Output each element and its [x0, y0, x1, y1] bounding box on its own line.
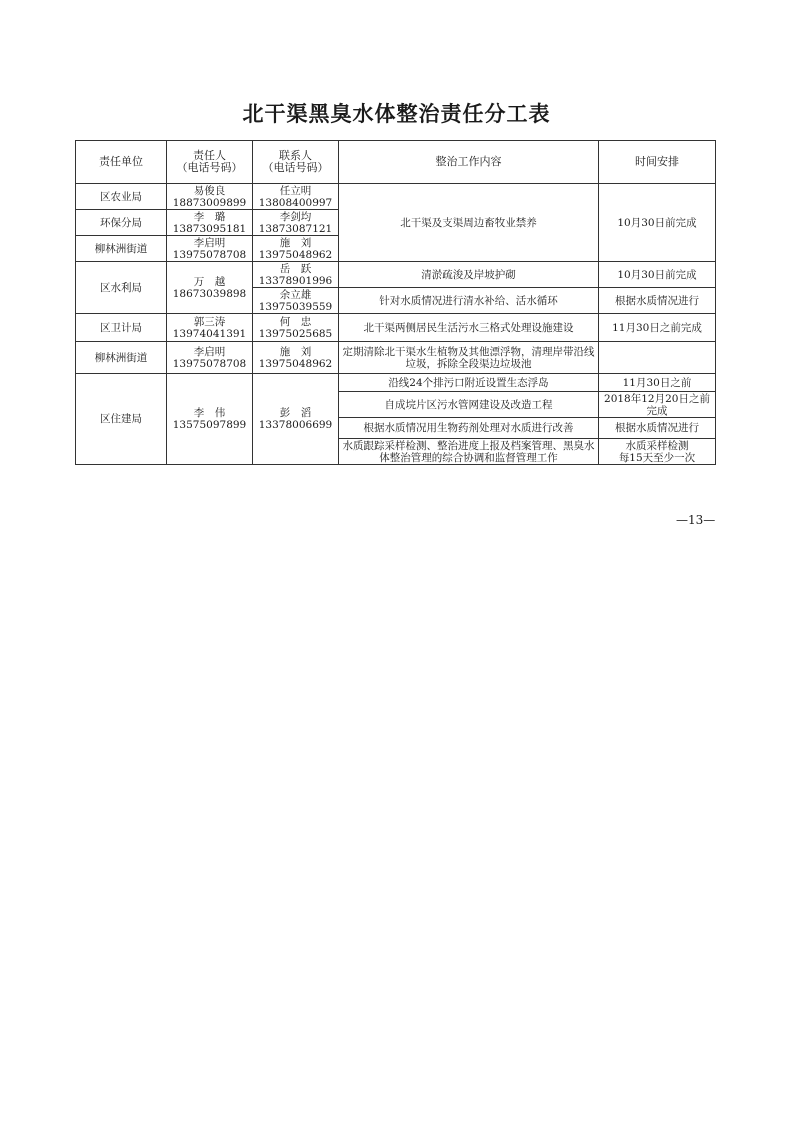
contact-name: 何 忠	[279, 315, 312, 328]
table-row	[76, 262, 716, 288]
table-row	[76, 314, 716, 342]
table-header-row	[76, 141, 716, 184]
schedule-cell: 2018年12月20日之前完成	[599, 392, 716, 418]
responsible-name: 郭三涛	[193, 315, 226, 328]
contact-phone: 13873087121	[258, 222, 333, 235]
responsible-cell	[167, 374, 253, 465]
task-cell: 水质跟踪采样检测、整治进度上报及档案管理、黑臭水体整治管理的综合协调和监督管理工作	[339, 439, 599, 465]
responsible-phone: 13575097899	[172, 419, 247, 431]
contact-phone: 13975039559	[258, 300, 333, 313]
table-row	[76, 342, 716, 374]
contact-name: 李剑均	[279, 210, 312, 223]
header-unit: 责任单位	[76, 141, 167, 184]
task-cell: 沿线24个排污口附近设置生态浮岛	[339, 374, 599, 392]
unit-cell: 区卫计局	[76, 314, 167, 342]
page-number: —13—	[676, 513, 716, 527]
contact-cell	[253, 262, 339, 288]
header-contact-sub: （电话号码）	[262, 161, 329, 174]
unit-cell: 区农业局	[76, 184, 167, 210]
schedule-cell	[599, 342, 716, 374]
task-cell: 根据水质情况用生物药剂处理对水质进行改善	[339, 418, 599, 439]
contact-phone: 13975048962	[258, 248, 333, 261]
contact-name: 施 刘	[279, 345, 312, 358]
unit-cell: 区住建局	[76, 374, 167, 465]
responsible-cell	[167, 314, 253, 342]
contact-cell	[253, 184, 339, 210]
responsible-phone: 18873009899	[172, 196, 247, 209]
task-cell: 北干渠两侧居民生活污水三格式处理设施建设	[339, 314, 599, 342]
unit-cell: 柳林洲街道	[76, 342, 167, 374]
contact-cell	[253, 374, 339, 465]
schedule-cell: 根据水质情况进行	[599, 288, 716, 314]
responsible-cell	[167, 262, 253, 314]
responsible-phone: 13873095181	[172, 222, 247, 235]
responsible-cell	[167, 210, 253, 236]
responsible-cell	[167, 236, 253, 262]
responsible-cell	[167, 184, 253, 210]
contact-name: 彭 滔	[279, 407, 312, 419]
task-cell: 自成垸片区污水管网建设及改造工程	[339, 392, 599, 418]
schedule-cell: 根据水质情况进行	[599, 418, 716, 439]
contact-cell	[253, 314, 339, 342]
responsible-phone: 13974041391	[172, 327, 247, 340]
table-row	[76, 374, 716, 392]
header-responsible-label: 责任人	[193, 149, 226, 162]
schedule-line: 每15天至少一次	[618, 451, 696, 464]
schedule-cell: 10月30日前完成	[599, 262, 716, 288]
task-cell: 定期清除北干渠水生植物及其他漂浮物，清理岸带沿线垃圾，拆除全段渠边垃圾池	[339, 342, 599, 374]
contact-name: 余立雄	[279, 288, 312, 301]
task-cell: 针对水质情况进行清水补给、活水循环	[339, 288, 599, 314]
contact-cell	[253, 288, 339, 314]
schedule-line: 水质采样检测	[625, 439, 689, 452]
contact-phone: 13808400997	[258, 196, 333, 209]
header-task: 整治工作内容	[339, 141, 599, 184]
schedule-cell: 11月30日之前完成	[599, 314, 716, 342]
task-cell: 北干渠及支渠周边畜牧业禁养	[339, 184, 599, 262]
contact-phone: 13378006699	[258, 419, 333, 431]
unit-cell: 环保分局	[76, 210, 167, 236]
responsible-cell	[167, 342, 253, 374]
contact-phone: 13975048962	[258, 357, 333, 370]
task-cell: 清淤疏浚及岸坡护砌	[339, 262, 599, 288]
contact-cell	[253, 210, 339, 236]
responsibility-table	[75, 140, 716, 465]
header-responsible	[167, 141, 253, 184]
responsible-phone: 13975078708	[172, 248, 247, 261]
schedule-cell	[599, 439, 716, 465]
schedule-cell: 11月30日之前	[599, 374, 716, 392]
contact-phone: 13975025685	[258, 327, 333, 340]
header-responsible-sub: （电话号码）	[176, 161, 243, 174]
responsible-name: 李启明	[193, 236, 226, 249]
responsible-phone: 18673039898	[172, 287, 247, 300]
responsible-name: 李启明	[193, 345, 226, 358]
page-title: 北干渠黑臭水体整治责任分工表	[242, 101, 551, 126]
contact-name: 任立明	[279, 184, 312, 197]
contact-name: 施 刘	[279, 236, 312, 249]
header-schedule: 时间安排	[599, 141, 716, 184]
unit-cell: 柳林洲街道	[76, 236, 167, 262]
responsible-name: 李 璐	[193, 210, 226, 223]
unit-cell: 区水利局	[76, 262, 167, 314]
contact-phone: 13378901996	[258, 274, 333, 287]
table-row	[76, 184, 716, 210]
contact-name: 岳 跃	[279, 262, 312, 275]
responsible-phone: 13975078708	[172, 357, 247, 370]
schedule-cell: 10月30日前完成	[599, 184, 716, 262]
contact-cell	[253, 236, 339, 262]
responsible-name: 李 伟	[193, 407, 226, 419]
header-contact-label: 联系人	[279, 149, 312, 162]
responsible-name: 万 越	[193, 275, 226, 288]
header-contact	[253, 141, 339, 184]
contact-cell	[253, 342, 339, 374]
responsible-name: 易俊良	[193, 184, 226, 197]
